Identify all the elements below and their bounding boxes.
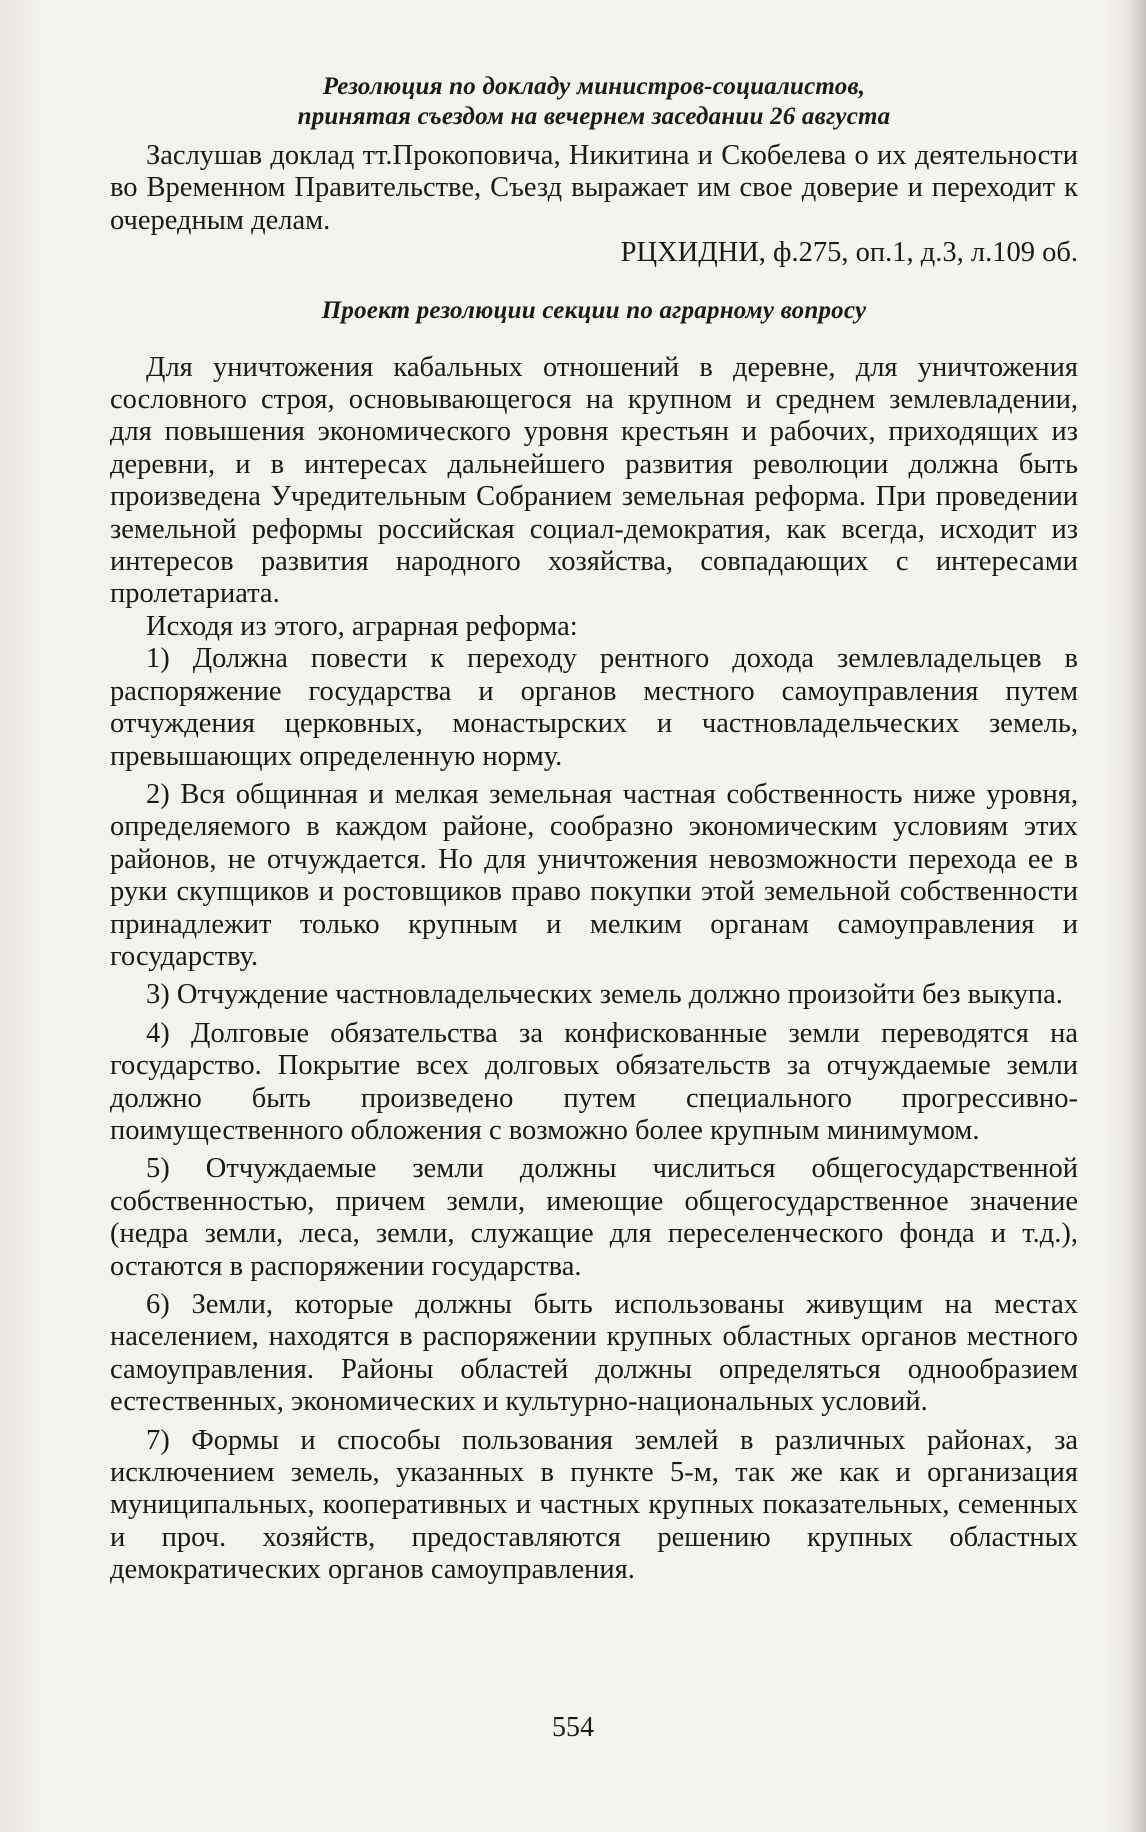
reform-item-3: 3) Отчуждение частновладельческих земель должно произойти без выкупа. bbox=[146, 979, 1063, 1011]
reform-item-4: 4) Долговые обязательства за конфискованные земли переводятся на государство. Покрытие всех долговых обязательств за отчуждаемые земли должно быть произведено путем специального прогрессивно-поимущественного обложения с возможно более крупным минимумом. bbox=[110, 1017, 1078, 1146]
resolution-text: Заслушав доклад тт.Прокоповича, Никитина и Скобелева о их деятельности во Временном Правительстве, Съезд выражает им свое доверие и переходит к очередным делам. bbox=[110, 140, 1078, 236]
reform-item-7: 7) Формы и способы пользования землей в различных районах, за исключением земель, указанных в пункте 5-м, так же как и организация муниципальных, кооперативных и частных крупных показательных, семенных и проч. хозяйств, предоставляются решению крупных областных демократических органов самоуправления. bbox=[110, 1424, 1078, 1586]
reform-item-1: 1) Должна повести к переходу рентного дохода землевладельцев в распоряжение государства и органов местного самоуправления путем отчуждения церковных, монастырских и частновладельческих земель, превышающих определенную норму. bbox=[110, 643, 1078, 772]
page-edge-shadow bbox=[1128, 0, 1146, 1832]
resolution-title-line-2: принятая съездом на вечернем заседании 26 августа bbox=[297, 103, 891, 130]
project-title: Проект резолюции секции по аграрному вопросу bbox=[321, 296, 867, 324]
reform-item-5: 5) Отчуждаемые земли должны числиться общегосударственной собственностью, причем земли, имеющие общегосударственное значение (недра земли, леса, земли, служащие для переселенческого фонда и т.д.), остаются в распоряжении государства. bbox=[110, 1153, 1078, 1282]
lead-in: Исходя из этого, аграрная реформа: bbox=[146, 610, 578, 642]
reform-item-2: 2) Вся общинная и мелкая земельная частная собственность ниже уровня, определяемого в каждом районе, сообразно экономическим условиям этих районов, не отчуждается. Но для уничтожения невозможности перехода ее в руки скупщиков и ростовщиков право покупки этой земельной собственности принадлежит только крупным и мелким органам самоуправления и государству. bbox=[110, 778, 1078, 972]
resolution-title-line-1: Резолюция по докладу министров-социалистов, bbox=[322, 73, 866, 100]
page-number: 554 bbox=[552, 1712, 594, 1743]
reform-item-6: 6) Земли, которые должны быть использованы живущим на местах населением, находятся в распоряжении крупных областных органов местного самоуправления. Районы областей должны определяться однообразием естественных, экономических и культурно-национальных условий. bbox=[110, 1289, 1078, 1418]
page-content bbox=[110, 72, 1078, 1587]
archive-reference: РЦХИДНИ, ф.275, оп.1, д.3, л.109 об. bbox=[620, 237, 1078, 269]
intro-paragraph: Для уничтожения кабальных отношений в деревне, для уничтожения сословного строя, основывающегося на крупном и среднем землевладении, для повышения экономического уровня крестьян и рабочих, приходящих из деревни, и в интересах дальнейшего развития революции должна быть произведена Учредительным Собранием земельная реформа. При проведении земельной реформы российская социал-демократия, как всегда, исходит из интересов развития народного хозяйства, совпадающих с интересами пролетариата. bbox=[110, 351, 1078, 610]
